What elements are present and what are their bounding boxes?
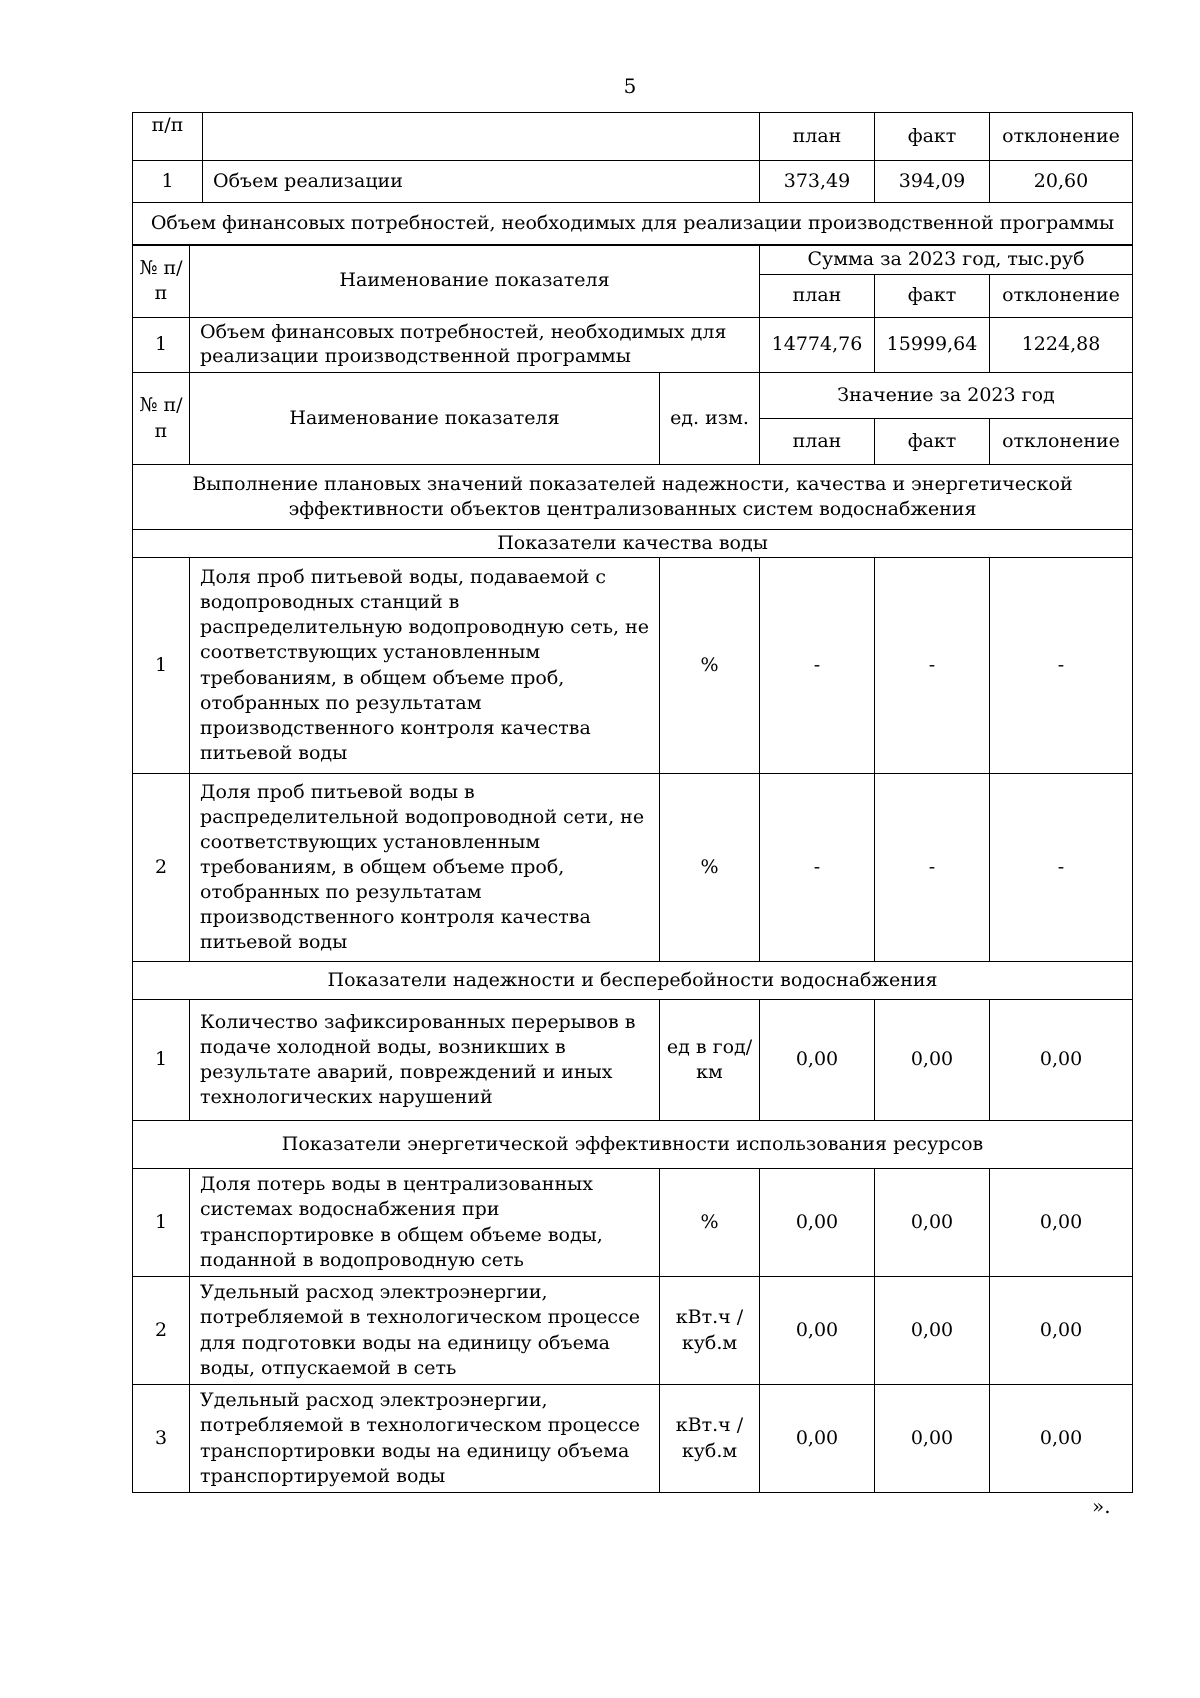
page-number: 5 bbox=[623, 74, 637, 98]
table-row bbox=[133, 558, 1133, 774]
table-row bbox=[133, 318, 1133, 373]
indicators-section-title: Выполнение плановых значений показателей надежности, качества и энергетической эффективности объектов централизованных систем водоснабжения bbox=[133, 465, 1133, 530]
plan-value: 14774,76 bbox=[760, 318, 875, 373]
name-header: Наименование показателя bbox=[190, 245, 760, 318]
unit-header: ед. изм. bbox=[660, 373, 760, 465]
plan-value: 0,00 bbox=[760, 1385, 875, 1493]
deviation-value: - bbox=[990, 558, 1133, 774]
row-name: Доля проб питьевой воды, подаваемой с водопроводных станций в распределительную водопроводную сеть, не соответствующих установленным требованиям, в общем объеме проб, отобранных по результатам производственного контроля качества питьевой воды bbox=[190, 558, 660, 774]
num-header: № п/п bbox=[133, 245, 190, 318]
deviation-value: 1224,88 bbox=[990, 318, 1133, 373]
fact-value: 0,00 bbox=[875, 1277, 990, 1385]
indicators-table bbox=[132, 372, 1133, 1493]
fact-value: 15999,64 bbox=[875, 318, 990, 373]
deviation-header: отклонение bbox=[990, 113, 1133, 161]
table-row bbox=[133, 1000, 1133, 1121]
deviation-value: 0,00 bbox=[990, 1385, 1133, 1493]
fact-header: факт bbox=[875, 275, 990, 318]
row-number: 3 bbox=[133, 1385, 190, 1493]
closing-quote: ». bbox=[1092, 1494, 1111, 1518]
name-header bbox=[203, 113, 760, 161]
row-number: 1 bbox=[133, 161, 203, 203]
row-name: Доля проб питьевой воды в распределительной водопроводной сети, не соответствующих установленным требованиям, в общем объеме проб, отобранных по результатам производственного контроля качества питьевой воды bbox=[190, 774, 660, 962]
deviation-header: отклонение bbox=[990, 275, 1133, 318]
deviation-value: - bbox=[990, 774, 1133, 962]
row-number: 1 bbox=[133, 318, 190, 373]
plan-value: 0,00 bbox=[760, 1169, 875, 1277]
row-name: Количество зафиксированных перерывов в подаче холодной воды, возникших в результате аварий, повреждений и иных технологических нарушений bbox=[190, 1000, 660, 1121]
unit-value: кВт.ч / куб.м bbox=[660, 1385, 760, 1493]
row-number: 1 bbox=[133, 1000, 190, 1121]
deviation-value: 0,00 bbox=[990, 1277, 1133, 1385]
fact-value: 0,00 bbox=[875, 1000, 990, 1121]
plan-header: план bbox=[760, 113, 875, 161]
table-row bbox=[133, 1169, 1133, 1277]
finance-table bbox=[132, 244, 1133, 373]
unit-value: кВт.ч / куб.м bbox=[660, 1277, 760, 1385]
fact-value: 394,09 bbox=[875, 161, 990, 203]
plan-value: 0,00 bbox=[760, 1000, 875, 1121]
finance-section-title: Объем финансовых потребностей, необходимых для реализации производственной программы bbox=[133, 203, 1133, 246]
unit-value: % bbox=[660, 774, 760, 962]
row-name: Объем реализации bbox=[203, 161, 760, 203]
fact-value: 0,00 bbox=[875, 1169, 990, 1277]
row-number: 2 bbox=[133, 774, 190, 962]
row-number: 2 bbox=[133, 1277, 190, 1385]
num-header: п/п bbox=[133, 113, 203, 161]
group-title-row bbox=[133, 1121, 1133, 1169]
row-name: Удельный расход электроэнергии, потребляемой в технологическом процессе транспортировки воды на единицу объема транспортируемой воды bbox=[190, 1385, 660, 1493]
group-title-quality: Показатели качества воды bbox=[133, 530, 1133, 558]
name-header: Наименование показателя bbox=[190, 373, 660, 465]
plan-value: 0,00 bbox=[760, 1277, 875, 1385]
sales-table bbox=[132, 112, 1133, 246]
plan-value: - bbox=[760, 558, 875, 774]
group-title-row bbox=[133, 962, 1133, 1000]
unit-value: % bbox=[660, 558, 760, 774]
row-name: Доля потерь воды в централизованных системах водоснабжения при транспортировке в общем объеме воды, поданной в водопроводную сеть bbox=[190, 1169, 660, 1277]
indicators-header-row bbox=[133, 373, 1133, 419]
sales-header-row bbox=[133, 113, 1133, 161]
finance-header-row bbox=[133, 245, 1133, 275]
deviation-value: 0,00 bbox=[990, 1000, 1133, 1121]
fact-value: - bbox=[875, 774, 990, 962]
deviation-value: 0,00 bbox=[990, 1169, 1133, 1277]
section-title-row bbox=[133, 203, 1133, 246]
row-name: Объем финансовых потребностей, необходимых для реализации производственной программы bbox=[190, 318, 760, 373]
row-name: Удельный расход электроэнергии, потребляемой в технологическом процессе для подготовки воды на единицу объема воды, отпускаемой в сеть bbox=[190, 1277, 660, 1385]
plan-value: - bbox=[760, 774, 875, 962]
group-title-row bbox=[133, 530, 1133, 558]
group-title-energy: Показатели энергетической эффективности использования ресурсов bbox=[133, 1121, 1133, 1169]
table-row bbox=[133, 161, 1133, 203]
row-number: 1 bbox=[133, 558, 190, 774]
period-header: Значение за 2023 год bbox=[760, 373, 1133, 419]
table-row bbox=[133, 1277, 1133, 1385]
fact-value: - bbox=[875, 558, 990, 774]
fact-header: факт bbox=[875, 113, 990, 161]
unit-value: ед в год/ км bbox=[660, 1000, 760, 1121]
plan-header: план bbox=[760, 419, 875, 465]
row-number: 1 bbox=[133, 1169, 190, 1277]
deviation-header: отклонение bbox=[990, 419, 1133, 465]
section-title-row bbox=[133, 465, 1133, 530]
fact-value: 0,00 bbox=[875, 1385, 990, 1493]
fact-header: факт bbox=[875, 419, 990, 465]
deviation-value: 20,60 bbox=[990, 161, 1133, 203]
period-header: Сумма за 2023 год, тыс.руб bbox=[760, 245, 1133, 275]
group-title-reliability: Показатели надежности и бесперебойности водоснабжения bbox=[133, 962, 1133, 1000]
plan-value: 373,49 bbox=[760, 161, 875, 203]
unit-value: % bbox=[660, 1169, 760, 1277]
table-row bbox=[133, 774, 1133, 962]
plan-header: план bbox=[760, 275, 875, 318]
num-header: № п/п bbox=[133, 373, 190, 465]
table-row bbox=[133, 1385, 1133, 1493]
